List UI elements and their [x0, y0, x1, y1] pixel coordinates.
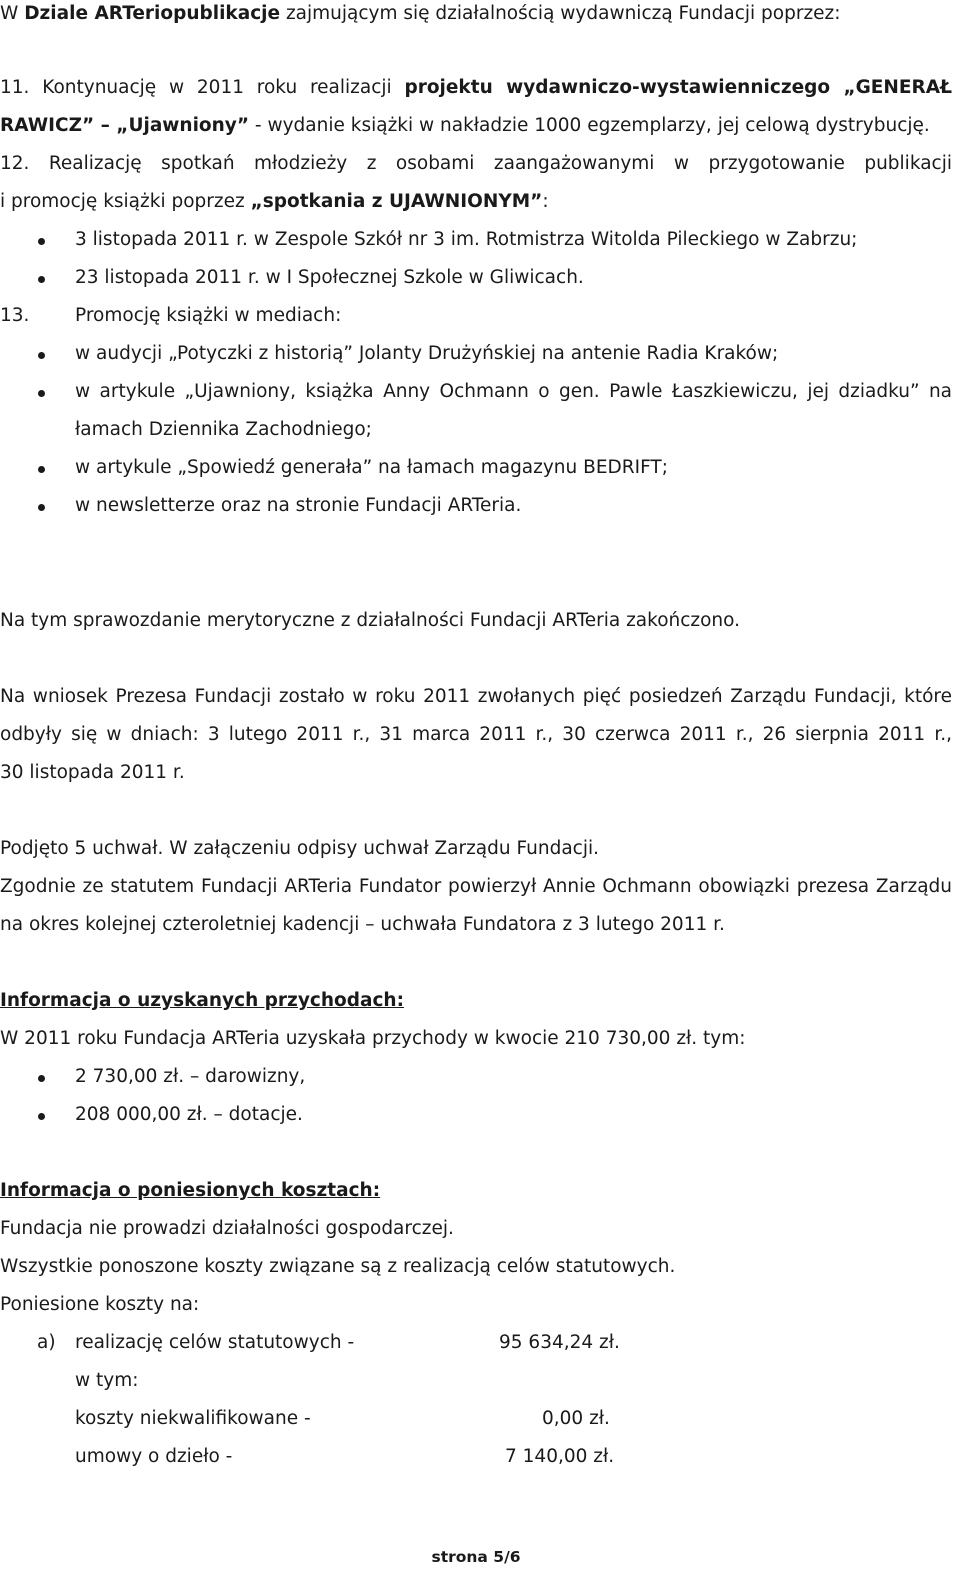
bullet-icon — [38, 504, 45, 511]
item13-bullet-2-line1: w artykule „Ujawniony, książka Anny Ochmann o gen. Pawle Łaszkiewiczu, jej dziadku” na — [75, 381, 952, 402]
intro-prefix: W — [0, 3, 25, 24]
intro-dept: Dziale ARTeriopublikacje — [24, 3, 281, 24]
costs-a-amount: 95 634,24 zł. — [499, 1332, 620, 1353]
income-heading-text: Informacja o uzyskanych przychodach: — [0, 990, 404, 1011]
bullet-icon — [38, 466, 45, 473]
bullet-icon — [38, 390, 45, 397]
item12-colon: : — [542, 191, 549, 212]
item12-bullet-2: 23 listopada 2011 r. w I Społecznej Szkole w Gliwicach. — [75, 267, 584, 288]
costs-line3: Poniesione koszty na: — [0, 1294, 200, 1315]
resolutions-line: Podjęto 5 uchwał. W załączeniu odpisy uchwał Zarządu Fundacji. — [0, 838, 599, 859]
item12-text: Realizację spotkań młodzieży z osobami zaangażowanymi w przygotowanie publikacji — [48, 153, 952, 174]
item13-bullet-1: w audycji „Potyczki z historią” Jolanty Drużyńskiej na antenie Radia Kraków; — [75, 343, 779, 364]
costs-line1: Fundacja nie prowadzi działalności gospodarczej. — [0, 1218, 454, 1239]
costs-r2-amount: 7 140,00 zł. — [505, 1446, 615, 1467]
meetings-line1: Na wniosek Prezesa Fundacji zostało w roku 2011 zwołanych pięć posiedzeń Zarządu Fundacji, które — [0, 686, 952, 707]
bullet-icon — [38, 238, 45, 245]
intro-line — [0, 2, 840, 26]
costs-r1-amount: 0,00 zł. — [542, 1408, 610, 1429]
item12-num: 12. — [0, 153, 30, 174]
costs-line2: Wszystkie ponoszone koszty związane są z realizacją celów statutowych. — [0, 1256, 676, 1277]
income-heading — [0, 989, 404, 1013]
item12-line1 — [0, 152, 952, 176]
meetings-line3: 30 listopada 2011 r. — [0, 762, 185, 783]
costs-r2-text: umowy o dzieło - — [75, 1446, 233, 1467]
item11-line1 — [0, 76, 952, 100]
item13-num: 13. — [0, 305, 30, 326]
item11-title: RAWICZ” – „Ujawniony” — [0, 115, 250, 136]
item11-text-a: Kontynuację w 2011 roku realizacji — [42, 77, 405, 98]
closing-line: Na tym sprawozdanie merytoryczne z działalności Fundacji ARTeria zakończono. — [0, 610, 741, 631]
costs-r1-text: koszty niekwalifikowane - — [75, 1408, 311, 1429]
income-item-1: 2 730,00 zł. – darowizny, — [75, 1066, 306, 1087]
item13-line — [0, 304, 341, 328]
item13-bullet-3: w artykule „Spowiedź generała” na łamach magazynu BEDRIFT; — [75, 457, 668, 478]
bullet-icon — [38, 1075, 45, 1082]
item11-project: projektu wydawniczo-wystawienniczego „GENERAŁ — [404, 77, 952, 98]
costs-w-tym: w tym: — [75, 1370, 139, 1391]
income-item-2: 208 000,00 zł. – dotacje. — [75, 1104, 303, 1125]
costs-a-label: a) — [37, 1332, 56, 1353]
item13-bullet-2-line2: łamach Dziennika Zachodniego; — [75, 419, 372, 440]
intro-rest: zajmującym się działalnością wydawniczą Fundacji poprzez: — [280, 3, 841, 24]
page-footer: strona 5/6 — [431, 1548, 521, 1566]
item12-bullet-1: 3 listopada 2011 r. w Zespole Szkół nr 3 im. Rotmistrza Witolda Pileckiego w Zabrzu; — [75, 229, 858, 250]
bullet-icon — [38, 352, 45, 359]
item11-line2 — [0, 114, 930, 138]
item11-text-d: - wydanie książki w nakładzie 1000 egzemplarzy, jej celową dystrybucję. — [249, 115, 930, 136]
costs-heading — [0, 1179, 380, 1203]
item11-num: 11. — [0, 77, 30, 98]
statute-line1: Zgodnie ze statutem Fundacji ARTeria Fundator powierzył Annie Ochmann obowiązki prezesa Zarządu — [0, 876, 952, 897]
item12-line2 — [0, 190, 549, 214]
item13-bullet-4: w newsletterze oraz na stronie Fundacji ARTeria. — [75, 495, 522, 516]
bullet-icon — [38, 1113, 45, 1120]
costs-a-text: realizację celów statutowych - — [75, 1332, 355, 1353]
bullet-icon — [38, 276, 45, 283]
item13-title: Promocję książki w mediach: — [75, 305, 342, 326]
item12-meetings: „spotkania z UJAWNIONYM” — [250, 191, 543, 212]
income-line: W 2011 roku Fundacja ARTeria uzyskała przychody w kwocie 210 730,00 zł. tym: — [0, 1028, 746, 1049]
statute-line2: na okres kolejnej czteroletniej kadencji – uchwała Fundatora z 3 lutego 2011 r. — [0, 914, 725, 935]
costs-heading-text: Informacja o poniesionych kosztach: — [0, 1180, 381, 1201]
item12-text2a: i promocję książki poprzez — [0, 191, 251, 212]
meetings-line2: odbyły się w dniach: 3 lutego 2011 r., 31 marca 2011 r., 30 czerwca 2011 r., 26 sierpnia 2011 r., — [0, 724, 952, 745]
